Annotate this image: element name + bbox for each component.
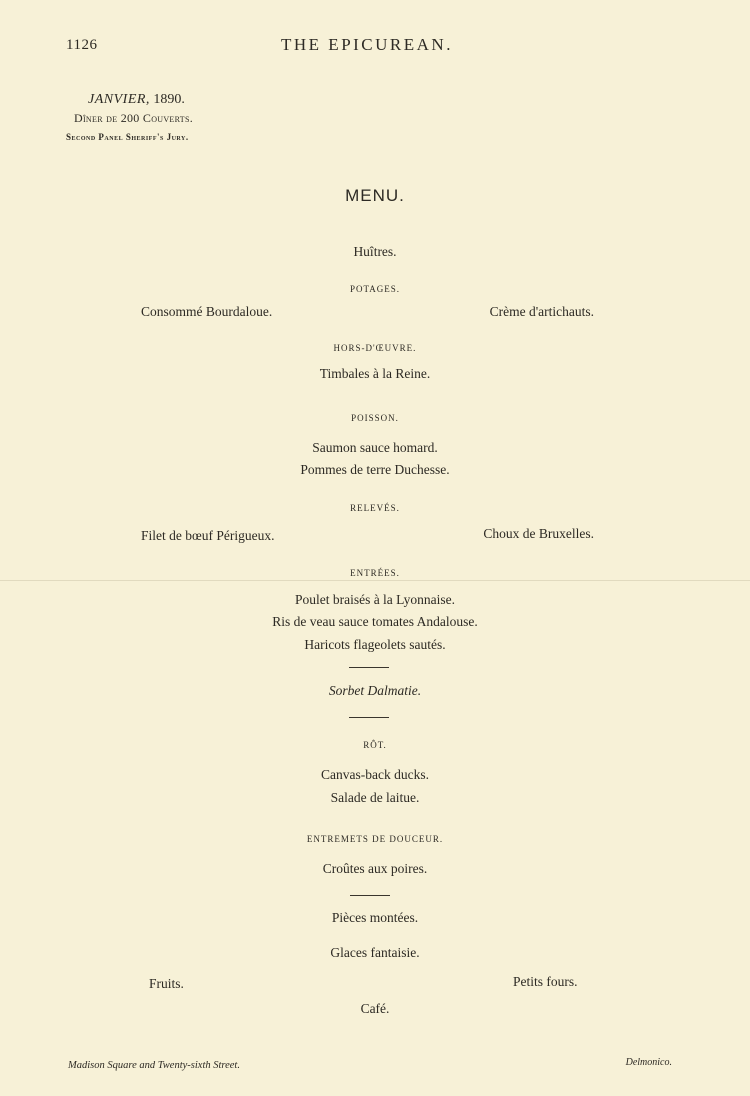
section-heading-entremets: ENTREMETS DE DOUCEUR. — [306, 834, 444, 844]
dish-rot-1: Canvas-back ducks. — [321, 767, 429, 782]
dish-entree-2: Ris de veau sauce tomates Andalouse. — [272, 614, 478, 629]
dish-entremets: Croûtes aux poires. — [322, 861, 428, 876]
dish-sorbet: Sorbet Dalmatie. — [328, 683, 422, 698]
dish-oysters: Huîtres. — [353, 244, 397, 259]
dish-entree-3: Haricots flageolets sautés. — [304, 637, 446, 652]
event-month: JANVIER, — [88, 92, 150, 107]
page-number: 1126 — [66, 37, 98, 53]
dish-releve-left: Filet de bœuf Périgueux. — [141, 528, 275, 543]
footer-address: Madison Square and Twenty-sixth Street. — [68, 1060, 240, 1071]
event-year: 1890. — [149, 92, 185, 107]
section-heading-rot: RÔT. — [363, 740, 387, 750]
dish-pieces-montees: Pièces montées. — [331, 910, 419, 925]
dish-cafe: Café. — [360, 1001, 390, 1016]
section-heading-entrees: ENTRÉES. — [350, 568, 400, 578]
dish-potage-right: Crème d'artichauts. — [489, 304, 594, 319]
dish-glaces: Glaces fantaisie. — [330, 945, 420, 960]
section-heading-releves: RELEVÉS. — [350, 503, 400, 513]
running-title: THE EPICUREAN. — [281, 35, 453, 54]
dish-entree-1: Poulet braisés à la Lyonnaise. — [294, 592, 456, 607]
section-heading-hors-doeuvre: HORS-D'ŒUVRE. — [333, 343, 417, 353]
dish-hors-doeuvre: Timbales à la Reine. — [319, 366, 431, 381]
dish-poisson-1: Saumon sauce homard. — [312, 440, 438, 455]
section-heading-poisson: POISSON. — [351, 413, 399, 423]
event-date — [88, 92, 185, 108]
dinner-description: Dîner de 200 Couverts. — [74, 111, 194, 125]
divider-rule — [350, 895, 390, 896]
dish-releve-right: Choux de Bruxelles. — [483, 526, 594, 541]
dish-petits-fours: Petits fours. — [513, 974, 578, 989]
dish-potage-left: Consommé Bourdaloue. — [141, 304, 273, 319]
divider-rule — [349, 717, 389, 718]
occasion: Second Panel Sheriff's Jury. — [66, 132, 189, 142]
divider-rule — [349, 667, 389, 668]
menu-title: MENU. — [345, 186, 405, 205]
dish-poisson-2: Pommes de terre Duchesse. — [300, 462, 450, 477]
dish-fruits: Fruits. — [149, 976, 184, 991]
dish-rot-2: Salade de laitue. — [330, 790, 420, 805]
section-heading-potages: POTAGES. — [349, 284, 401, 294]
page-fold-line — [0, 580, 750, 581]
footer-restaurant: Delmonico. — [625, 1057, 672, 1068]
